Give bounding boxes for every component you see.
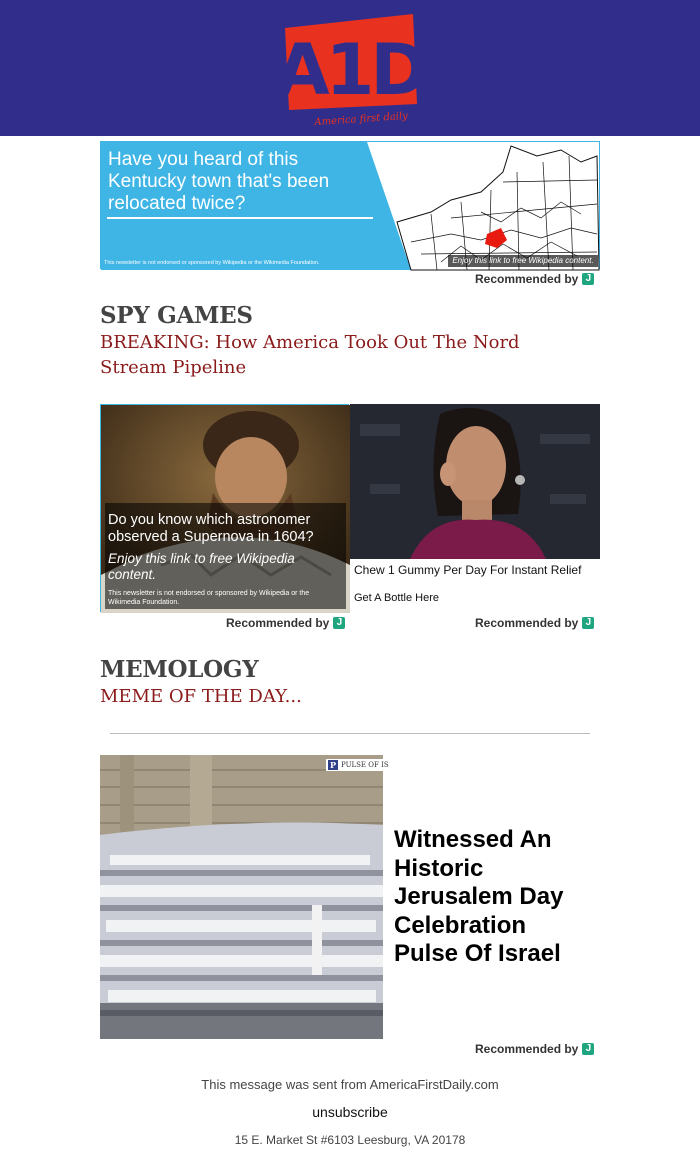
recommended-text: Recommended by bbox=[475, 616, 579, 630]
section-title-spy-games: SPY GAMES bbox=[100, 302, 253, 329]
logo-tagline: America first daily bbox=[314, 110, 409, 129]
ad-headline[interactable]: Have you heard of this Kentucky town that's been relocated twice? bbox=[108, 149, 330, 214]
badge-text: PULSE OF IS bbox=[341, 761, 389, 769]
unsubscribe-link[interactable]: unsubscribe bbox=[312, 1104, 388, 1120]
recommended-by-label[interactable] bbox=[475, 616, 594, 630]
wikipedia-enjoy-text: Enjoy this link to free Wikipedia content. bbox=[108, 551, 295, 582]
logo-text: A1D bbox=[275, 29, 425, 111]
a1d-logo[interactable] bbox=[275, 14, 425, 129]
jeeng-logo-icon: J bbox=[333, 617, 345, 629]
meme-of-the-day-link[interactable]: MEME OF THE DAY... bbox=[100, 686, 302, 707]
recommended-by-label[interactable] bbox=[475, 272, 594, 286]
section-title-memology: MEMOLOGY bbox=[100, 656, 259, 683]
footer-sent-from: This message was sent from AmericaFirstDaily.com bbox=[201, 1077, 499, 1092]
ad-caption: Enjoy this link to free Wikipedia content. bbox=[448, 255, 598, 267]
jeeng-logo-icon: J bbox=[582, 617, 594, 629]
pulse-logo-icon: P bbox=[329, 760, 336, 770]
astronomer-question[interactable]: Do you know which astronomer observed a Supernova in 1604? bbox=[108, 512, 314, 545]
footer-address: 15 E. Market St #6103 Leesburg, VA 20178 bbox=[234, 1133, 466, 1147]
pulse-of-israel-badge bbox=[326, 759, 389, 771]
gummy-ad[interactable] bbox=[350, 404, 600, 610]
wikipedia-disclaimer: This newsletter is not endorsed or sponsored by Wikipedia or the Wikimedia Foundation. bbox=[108, 590, 310, 606]
recommended-by-label[interactable] bbox=[226, 616, 345, 630]
section-divider bbox=[110, 733, 590, 734]
nord-stream-article-link[interactable]: BREAKING: How America Took Out The Nord Stream Pipeline bbox=[100, 332, 520, 378]
western-wall-crowd-image[interactable] bbox=[100, 755, 383, 1039]
woman-eating-gummy-image bbox=[350, 404, 600, 559]
jerusalem-day-ad-title[interactable]: Witnessed An Historic Jerusalem Day Celebration Pulse Of Israel bbox=[394, 826, 564, 967]
gummy-ad-title[interactable]: Chew 1 Gummy Per Day For Instant Relief bbox=[354, 563, 582, 577]
jeeng-logo-icon: J bbox=[582, 273, 594, 285]
recommended-text: Recommended by bbox=[226, 616, 330, 630]
gummy-ad-cta[interactable]: Get A Bottle Here bbox=[354, 592, 439, 604]
kentucky-map-image bbox=[391, 142, 601, 270]
jeeng-logo-icon: J bbox=[582, 1043, 594, 1055]
kentucky-town-ad[interactable] bbox=[100, 141, 600, 269]
astronomer-ad[interactable] bbox=[100, 404, 349, 612]
recommended-by-label[interactable] bbox=[475, 1042, 594, 1056]
header-banner bbox=[0, 0, 700, 136]
ad-disclaimer: This newsletter is not endorsed or sponsored by Wikipedia or the Wikimedia Foundation. bbox=[104, 260, 320, 266]
recommended-text: Recommended by bbox=[475, 272, 579, 286]
recommended-text: Recommended by bbox=[475, 1042, 579, 1056]
